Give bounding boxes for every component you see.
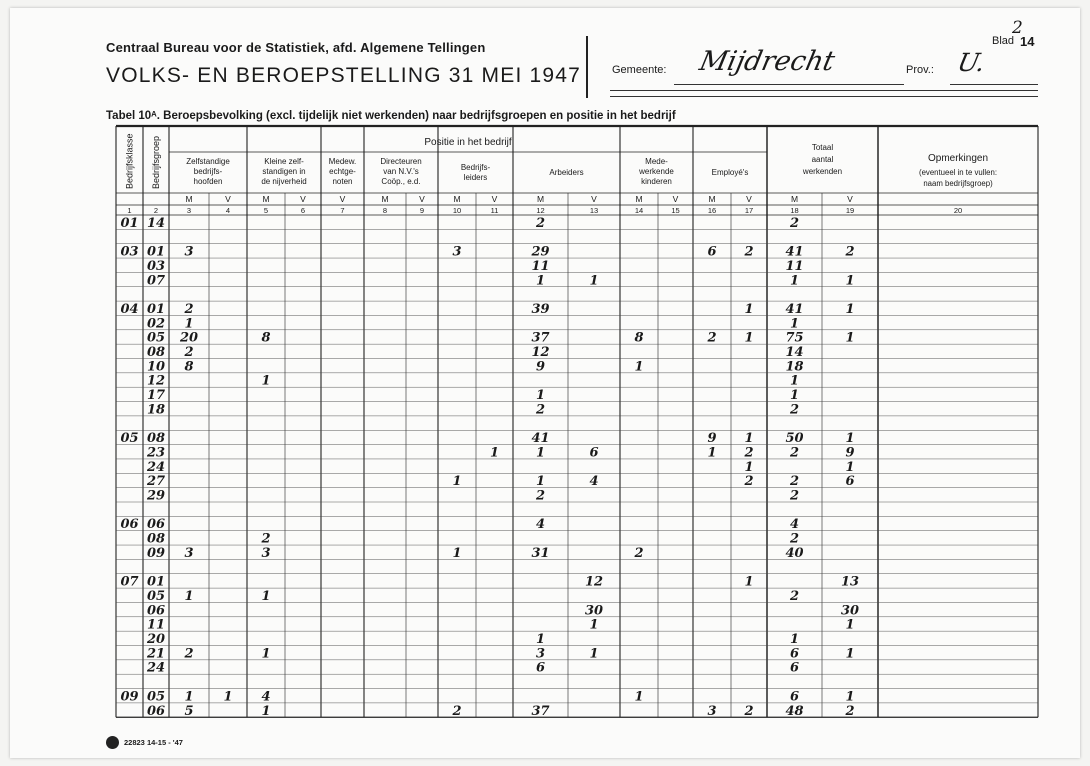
bedrijfsgroep-value: 01	[146, 574, 166, 590]
header-arbeiders: Arbeiders	[549, 168, 584, 177]
header-zelfstandige: Zelfstandige	[186, 157, 230, 166]
cell-col-16: 3	[707, 703, 717, 719]
cell-col-19: 1	[845, 646, 855, 662]
organization-heading: Centraal Bureau voor de Statistiek, afd. Algemene Tellingen	[106, 40, 486, 55]
province-handwritten-value: U.	[954, 48, 988, 77]
subheader-v: V	[300, 194, 306, 204]
cell-col-13: 1	[589, 273, 599, 289]
subheader-v: V	[491, 194, 498, 204]
cell-col-18: 1	[789, 316, 800, 332]
cell-col-19: 6	[845, 474, 855, 490]
gemeente-handwritten-value: Mijdrecht	[696, 46, 838, 77]
cell-col-18: 41	[785, 244, 804, 260]
cell-col-18: 6	[789, 689, 800, 705]
cell-col-19: 1	[845, 689, 855, 705]
bedrijfsklasse-value: 06	[120, 517, 139, 533]
cell-col-18: 1	[789, 373, 800, 389]
cell-col-12: 37	[531, 330, 550, 346]
column-number: 5	[263, 206, 269, 215]
header-medewerkende-echtgenoten: noten	[332, 177, 353, 186]
footer-print-code: 22823 14-15 - '47	[124, 738, 183, 747]
bedrijfsgroep-value: 21	[146, 646, 166, 662]
table-header-text	[125, 133, 998, 215]
cell-col-19: 1	[845, 273, 855, 289]
bedrijfsgroep-value: 23	[146, 445, 166, 461]
cell-col-19: 2	[845, 703, 855, 719]
bedrijfsgroep-value: 10	[146, 359, 166, 375]
subheader-m: M	[453, 194, 461, 204]
cell-col-5: 1	[261, 646, 271, 662]
column-number: 10	[452, 206, 462, 215]
cell-col-19: 2	[845, 244, 855, 260]
gemeente-label: Gemeente:	[612, 64, 667, 76]
cell-col-14: 2	[634, 545, 644, 561]
cell-col-3: 3	[184, 244, 194, 260]
cell-col-3: 5	[184, 703, 194, 719]
cell-col-18: 48	[785, 703, 804, 719]
header-opmerkingen-sub: naam bedrijfsgroep)	[923, 179, 993, 188]
bedrijfsgroep-value: 12	[146, 373, 166, 389]
cell-col-18: 18	[785, 359, 804, 375]
cell-col-5: 1	[261, 588, 271, 604]
cell-col-18: 2	[789, 531, 800, 547]
cell-col-12: 2	[535, 215, 546, 231]
bedrijfsgroep-value: 08	[146, 531, 166, 547]
cell-col-18: 2	[789, 215, 800, 231]
cell-col-3: 3	[184, 545, 194, 561]
header-totaal: aantal	[811, 155, 834, 164]
cell-col-3: 1	[184, 689, 194, 705]
cell-col-17: 2	[744, 703, 754, 719]
cell-col-18: 1	[789, 632, 800, 647]
header-employes: Employé's	[711, 168, 749, 177]
cell-col-10: 1	[452, 545, 462, 561]
column-number: 7	[340, 206, 345, 215]
cell-col-12: 1	[535, 388, 546, 404]
cell-col-18: 2	[789, 402, 800, 418]
bedrijfsgroep-value: 06	[146, 517, 166, 533]
column-number: 16	[707, 206, 717, 215]
cell-col-13: 1	[589, 646, 599, 662]
bedrijfsgroep-value: 27	[146, 474, 166, 490]
header-zelfstandige: hoofden	[193, 177, 223, 186]
subheader-m: M	[536, 194, 545, 204]
header-directeuren: Coöp., e.d.	[381, 177, 421, 186]
table-grid	[116, 126, 1038, 717]
cell-col-12: 39	[531, 301, 550, 317]
header-zelfstandige: bedrijfs-	[193, 167, 223, 176]
cell-col-18: 2	[789, 588, 800, 604]
cell-col-3: 20	[179, 330, 199, 346]
bedrijfsklasse-value: 03	[120, 244, 139, 260]
cell-col-12: 31	[531, 545, 550, 561]
cell-col-18: 2	[789, 474, 800, 490]
cell-col-12: 3	[535, 646, 546, 662]
header-bedrijfsleiders: leiders	[463, 173, 488, 182]
cell-col-10: 1	[452, 474, 462, 490]
cell-col-18: 2	[789, 445, 800, 461]
bedrijfsgroep-value: 24	[146, 459, 166, 475]
header-positie: Positie in het bedrijf	[424, 137, 512, 148]
cell-col-18: 1	[789, 388, 800, 404]
column-number: 6	[300, 206, 306, 215]
column-number: 14	[634, 206, 644, 215]
column-number: 18	[790, 206, 799, 215]
cell-col-18: 6	[789, 660, 800, 676]
bedrijfsgroep-value: 06	[146, 703, 166, 719]
cell-col-17: 2	[744, 474, 754, 490]
cell-col-3: 2	[184, 301, 194, 317]
bedrijfsgroep-value: 06	[146, 603, 166, 619]
bedrijfsgroep-value: 02	[146, 316, 166, 332]
bedrijfsklasse-value: 04	[120, 301, 139, 317]
cell-col-17: 1	[744, 330, 754, 346]
cell-col-19: 9	[845, 445, 855, 461]
bedrijfsgroep-value: 20	[146, 632, 166, 647]
cell-col-17: 2	[744, 244, 754, 260]
cell-col-13: 4	[589, 474, 599, 490]
cell-col-14: 1	[634, 689, 644, 705]
table-title: Tabel 10ᴬ. Beroepsbevolking (excl. tijdelijk niet werkenden) naar bedrijfsgroepen en positie in het bedrijf	[106, 110, 676, 122]
cell-col-3: 8	[184, 359, 194, 375]
cell-col-18: 50	[785, 431, 804, 447]
cell-col-16: 9	[707, 431, 717, 447]
cell-col-12: 9	[535, 359, 546, 375]
bedrijfsgroep-value: 24	[146, 660, 166, 676]
subheader-m: M	[635, 194, 643, 204]
cell-col-13: 1	[589, 617, 599, 633]
column-number: 9	[419, 206, 425, 215]
cell-col-17: 1	[744, 459, 754, 475]
blad-number: 14	[1020, 34, 1035, 49]
cell-col-12: 1	[535, 474, 546, 490]
cell-col-12: 2	[535, 488, 546, 504]
header-totaal: Totaal	[811, 143, 834, 152]
cell-col-5: 1	[261, 703, 271, 719]
cell-col-14: 8	[634, 330, 644, 346]
cell-col-12: 11	[531, 258, 550, 274]
header-medewerkende-kinderen: werkende	[639, 167, 674, 176]
header-bedrijfsklasse: Bedrijfsklasse	[124, 133, 135, 189]
cell-col-12: 37	[531, 703, 550, 719]
cell-col-16: 1	[707, 445, 717, 461]
header-directeuren: Directeuren	[380, 157, 422, 166]
sheet-number-handwritten: 2	[1012, 18, 1023, 38]
subheader-v: V	[225, 194, 231, 204]
bedrijfsgroep-value: 08	[146, 345, 166, 360]
subheader-v: V	[419, 194, 425, 204]
bedrijfsklasse-value: 07	[120, 574, 139, 590]
column-number: 11	[490, 206, 499, 215]
subheader-v: V	[591, 194, 597, 204]
cell-col-18: 14	[785, 345, 804, 360]
header-opmerkingen-sub: (eventueel in te vullen:	[918, 168, 998, 177]
province-label: Prov.:	[906, 64, 934, 76]
subheader-m: M	[262, 194, 270, 204]
cell-col-5: 8	[261, 330, 271, 346]
bedrijfsgroep-value: 17	[146, 388, 166, 404]
cell-col-12: 29	[531, 244, 550, 260]
cell-col-5: 1	[261, 373, 271, 389]
cell-col-16: 6	[707, 244, 717, 260]
header-medewerkende-kinderen: kinderen	[641, 177, 672, 186]
cell-col-12: 4	[535, 517, 546, 533]
cell-col-18: 1	[789, 273, 800, 289]
header-directeuren: van N.V.'s	[383, 167, 419, 176]
census-title: VOLKS- EN BEROEPSTELLING 31 MEI 1947	[106, 64, 582, 87]
column-number: 3	[186, 206, 192, 215]
cell-col-14: 1	[634, 359, 644, 375]
subheader-m: M	[708, 194, 716, 204]
header-kleine-zelfstandigen: de nijverheid	[261, 177, 307, 186]
cell-col-18: 75	[785, 330, 804, 346]
cell-col-19: 1	[845, 617, 855, 633]
header-medewerkende-echtgenoten: Medew.	[328, 157, 357, 166]
bedrijfsklasse-value: 05	[120, 431, 139, 447]
bedrijfsgroep-value: 05	[146, 689, 166, 705]
bedrijfsgroep-value: 18	[146, 402, 166, 418]
cell-col-3: 1	[184, 316, 194, 332]
cell-col-3: 2	[184, 345, 194, 360]
cell-col-17: 1	[744, 574, 754, 590]
header-bedrijfsleiders: Bedrijfs-	[460, 163, 491, 172]
cell-col-5: 2	[261, 531, 271, 547]
column-number: 2	[153, 206, 159, 215]
subheader-v: V	[847, 194, 853, 204]
column-number: 4	[225, 206, 231, 215]
header-bedrijfsgroep: Bedrijfsgroep	[151, 135, 161, 189]
cell-col-13: 30	[584, 603, 604, 619]
subheader-v: V	[746, 194, 752, 204]
cell-col-12: 41	[531, 431, 550, 447]
blad-label: Blad	[992, 35, 1015, 47]
cell-col-10: 2	[452, 703, 462, 719]
bedrijfsklasse-value: 09	[120, 689, 139, 705]
cell-col-18: 4	[789, 517, 800, 533]
bedrijfsgroep-value: 14	[146, 215, 166, 231]
cbs-logo-icon	[106, 736, 119, 749]
cell-col-18: 11	[785, 258, 804, 274]
header-kleine-zelfstandigen: Kleine zelf-	[264, 157, 304, 166]
header-opmerkingen: Opmerkingen	[927, 153, 989, 164]
column-number: 13	[589, 206, 599, 215]
subheader-m: M	[185, 194, 193, 204]
cell-col-17: 1	[744, 301, 754, 317]
bedrijfsgroep-value: 05	[146, 330, 166, 346]
cell-col-10: 3	[452, 244, 462, 260]
cell-col-19: 1	[845, 431, 855, 447]
cell-col-13: 12	[584, 574, 604, 590]
bedrijfsgroep-value: 29	[146, 488, 166, 504]
table-cells	[120, 216, 859, 719]
cell-col-5: 4	[261, 689, 271, 705]
cell-col-4: 1	[223, 689, 233, 705]
subheader-m: M	[790, 194, 799, 204]
column-number: 1	[127, 206, 132, 215]
cell-col-17: 2	[744, 445, 754, 461]
bedrijfsgroep-value: 05	[146, 588, 166, 604]
cell-col-12: 1	[535, 273, 546, 289]
cell-col-3: 2	[184, 646, 194, 662]
cell-col-19: 30	[840, 603, 860, 619]
cell-col-19: 1	[845, 301, 855, 317]
bedrijfsgroep-value: 11	[146, 617, 166, 633]
subheader-v: V	[339, 194, 346, 204]
cell-col-18: 40	[785, 545, 804, 561]
cell-col-18: 2	[789, 488, 800, 504]
column-number: 15	[671, 206, 680, 215]
cell-col-5: 3	[261, 545, 271, 561]
cell-col-19: 1	[845, 330, 855, 346]
cell-col-3: 1	[184, 588, 194, 604]
bedrijfsgroep-value: 01	[146, 301, 166, 317]
bedrijfsgroep-value: 08	[146, 431, 166, 447]
cell-col-13: 6	[589, 445, 599, 461]
column-number: 12	[536, 206, 545, 215]
cell-col-19: 13	[840, 574, 860, 590]
cell-col-16: 2	[707, 330, 717, 346]
cell-col-12: 2	[535, 402, 546, 418]
header-kleine-zelfstandigen: standigen in	[262, 167, 306, 176]
header-medewerkende-echtgenoten: echtge-	[329, 167, 356, 176]
cell-col-18: 41	[785, 301, 804, 317]
bedrijfsgroep-value: 09	[146, 545, 166, 561]
bedrijfsgroep-value: 03	[146, 258, 166, 274]
cell-col-19: 1	[845, 459, 855, 475]
column-number: 19	[845, 206, 855, 215]
cell-col-18: 6	[789, 646, 800, 662]
header-totaal: werkenden	[802, 167, 843, 176]
cell-col-12: 1	[535, 445, 546, 461]
cell-col-11: 1	[489, 445, 500, 461]
bedrijfsgroep-value: 01	[146, 244, 166, 260]
bedrijfsgroep-value: 07	[146, 273, 166, 289]
cell-col-12: 6	[535, 660, 546, 676]
bedrijfsklasse-value: 01	[120, 215, 139, 231]
cell-col-12: 12	[531, 345, 550, 360]
header-medewerkende-kinderen: Mede-	[645, 157, 668, 166]
column-number: 17	[744, 206, 754, 215]
column-number: 8	[382, 206, 388, 215]
subheader-m: M	[381, 194, 389, 204]
column-number: 20	[953, 206, 963, 215]
subheader-v: V	[672, 194, 679, 204]
cell-col-12: 1	[535, 632, 546, 647]
cell-col-17: 1	[744, 431, 754, 447]
